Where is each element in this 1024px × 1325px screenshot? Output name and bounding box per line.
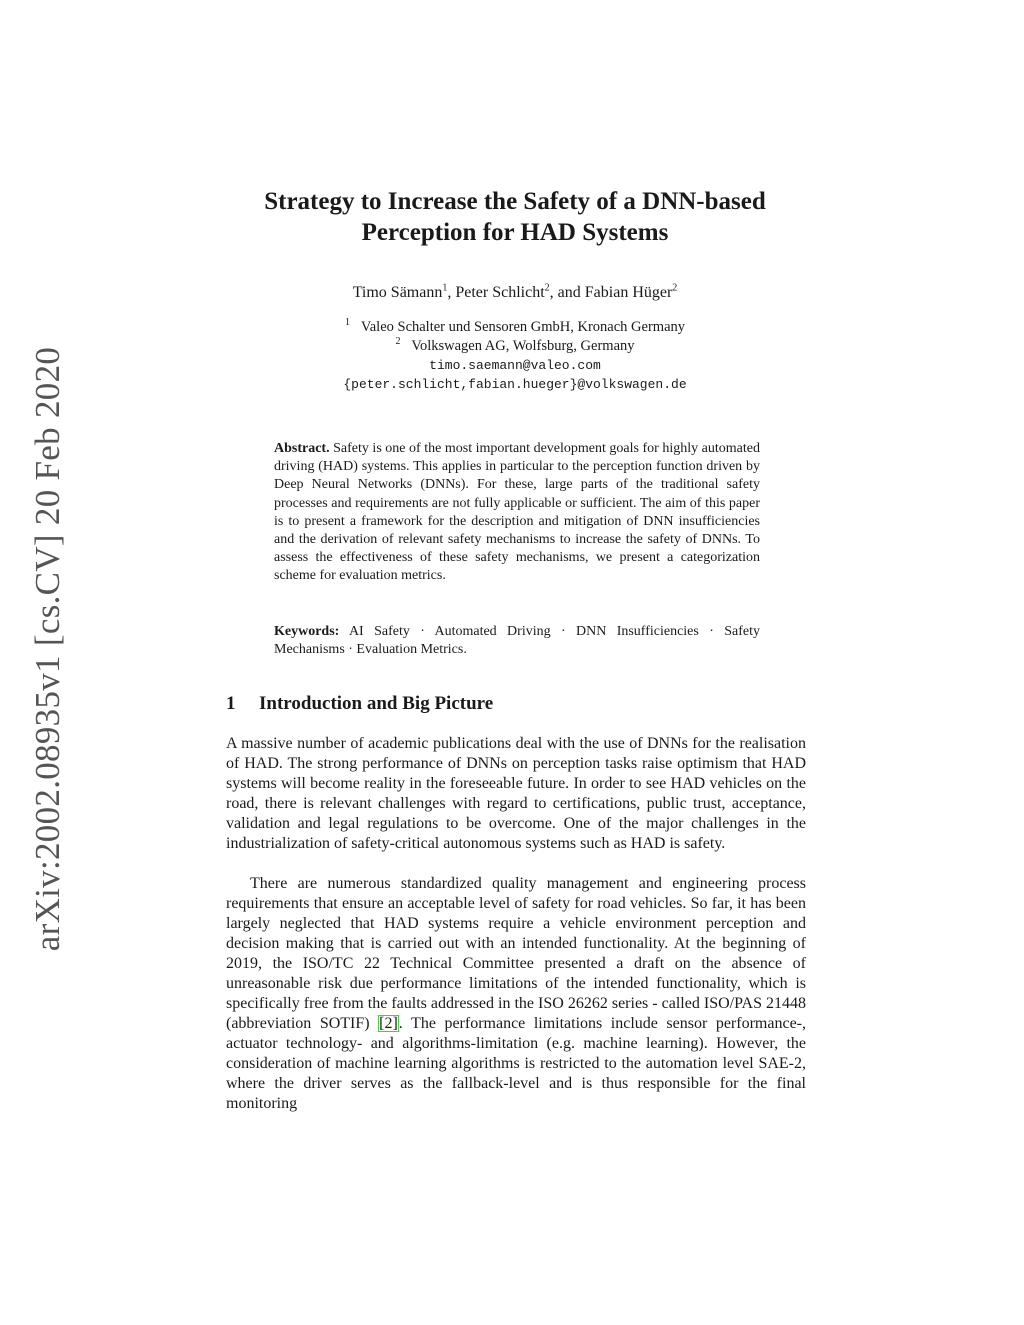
author-list <box>200 283 830 303</box>
arxiv-identifier <box>20 346 76 952</box>
intro-paragraph-2 <box>226 874 806 1114</box>
paragraph-2-text-a: There are numerous standardized quality management and engineering process requirements that ensure an acceptable level of safety for road vehicles. So far, it has been largely neglected that HAD systems require a vehicle environment perception and decision making that is carried out with an intended functionality. At the beginning of 2019, the ISO/TC 22 Technical Committee presented a draft on the absence of unreasonable risk due performance limitations of the intended functionality, which is specifically free from the faults addressed in the ISO 26262 series - called ISO/PAS 21448 (abbreviation SOTIF) <box>226 875 806 1032</box>
email-valeo[interactable]: timo.saemann@valeo.com <box>429 358 601 373</box>
affiliation-block <box>200 318 830 394</box>
affiliation-number: 1 <box>344 317 350 329</box>
keywords-text: AI Safety · Automated Driving · DNN Insufficiencies · Safety Mechanisms · Evaluation Metrics. <box>274 624 761 658</box>
section-heading <box>226 692 806 716</box>
paper-title-line-1: Strategy to Increase the Safety of a DNN-based <box>264 188 766 215</box>
intro-paragraph-1: A massive number of academic publications deal with the use of DNNs for the realisation of HAD. The strong performance of DNNs on perception tasks raise optimism that HAD systems will become reality in the foreseeable future. In order to see HAD vehicles on the road, there is relevant challenges with regard to certifications, public trust, acceptance, validation and legal regulations to be overcome. One of the major challenges in the industrialization of safety-critical autonomous systems such as HAD is safety. <box>226 735 806 852</box>
affiliation-1 <box>200 318 830 337</box>
author-separator: , and <box>549 284 585 301</box>
author-affil-mark: 2 <box>544 282 550 294</box>
abstract <box>274 440 760 586</box>
author-name: Timo Sämann <box>352 284 443 301</box>
keywords-label: Keywords: <box>274 624 340 639</box>
email-volkswagen[interactable]: {peter.schlicht,fabian.hueger}@volkswagen.de <box>343 377 687 392</box>
author-name: Peter Schlicht <box>455 284 545 301</box>
paper-title <box>200 186 830 248</box>
author-affil-mark: 2 <box>672 282 678 294</box>
affiliation-number: 2 <box>395 336 401 348</box>
keywords <box>274 623 760 659</box>
affiliation-text: Volkswagen AG, Wolfsburg, Germany <box>411 338 635 354</box>
author-name: Fabian Hüger <box>584 284 673 301</box>
section-number: 1 <box>226 693 236 714</box>
affiliation-2 <box>200 337 830 356</box>
author-separator: , <box>447 284 456 301</box>
affiliation-text: Valeo Schalter und Sensoren GmbH, Kronach Germany <box>360 319 686 335</box>
arxiv-identifier-text: arXiv:2002.08935v1 [cs.CV] 20 Feb 2020 <box>28 346 67 952</box>
paragraph-2-text-b: . The performance limitations include sensor performance-, actuator technology- and algorithms-limitation (e.g. machine learning). However, the consideration of machine learning algorithms is restricted to the automation level SAE-2, where the driver serves as the fallback-level and is thus responsible for the final monitoring <box>226 1015 806 1112</box>
abstract-label: Abstract. <box>274 441 330 456</box>
abstract-text: Safety is one of the most important development goals for highly automated driving (HAD) systems. This applies in particular to the perception function driven by Deep Neural Networks (DNNs). For these, large parts of the traditional safety processes and requirements are not fully applicable or sufficient. The aim of this paper is to present a framework for the description and mitigation of DNN insufficiencies and the derivation of relevant safety mechanisms to increase the safety of DNNs. To assess the effectiveness of these safety mechanisms, we present a categorization scheme for evaluation metrics. <box>274 441 760 584</box>
section-title: Introduction and Big Picture <box>259 693 494 714</box>
paper-title-line-2: Perception for HAD Systems <box>361 219 669 246</box>
author-affil-mark: 1 <box>442 282 448 294</box>
citation-link[interactable]: [2] <box>379 1015 398 1032</box>
